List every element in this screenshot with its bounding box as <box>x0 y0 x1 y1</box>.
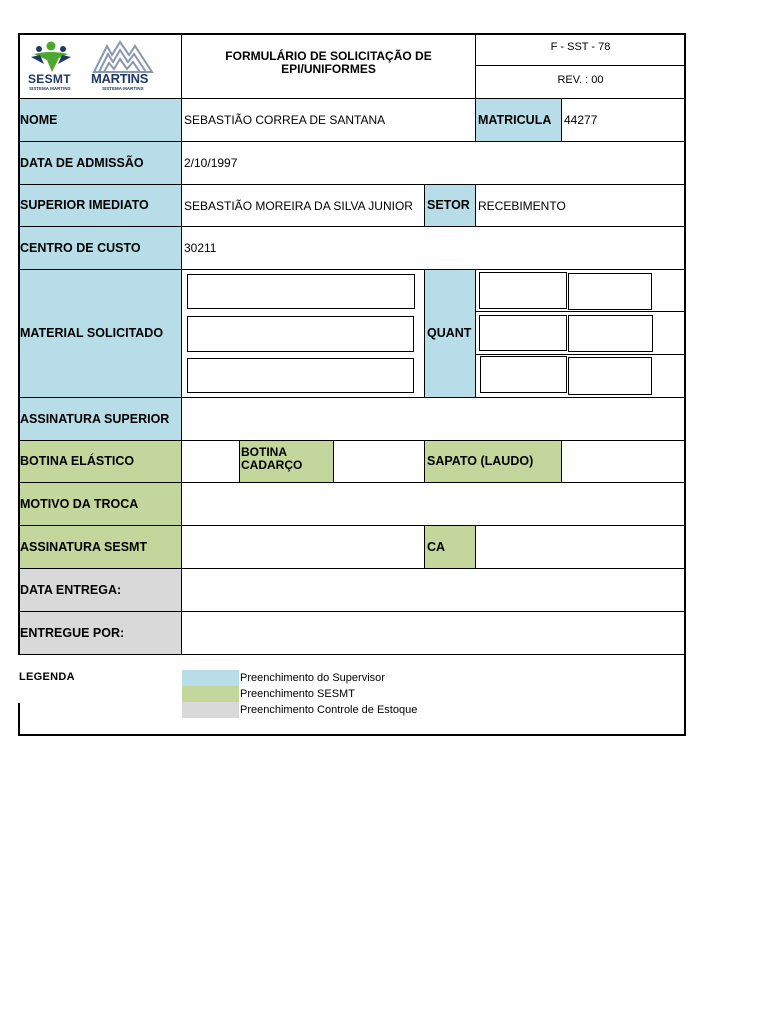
material-label: MATERIAL SOLICITADO <box>20 326 164 340</box>
form-title-line2: EPI/UNIFORMES <box>281 62 376 76</box>
sesmt-logo <box>26 38 76 94</box>
botina-elastico-label: BOTINA ELÁSTICO <box>20 454 135 468</box>
motivo-label: MOTIVO DA TROCA <box>20 496 139 511</box>
quant-field-3[interactable] <box>480 356 567 393</box>
ca-label: CA <box>427 539 446 554</box>
quant-extra-field-3[interactable] <box>568 357 652 395</box>
legend-swatch-sesmt <box>182 686 239 702</box>
legend-swatch-supervisor <box>182 670 239 686</box>
material-field-1[interactable] <box>187 274 415 309</box>
nome-value[interactable]: SEBASTIÃO CORREA DE SANTANA <box>184 113 386 127</box>
legend-item-estoque: Preenchimento Controle de Estoque <box>240 704 418 716</box>
matricula-value[interactable]: 44277 <box>564 113 598 127</box>
sesmt-logo-text: SESMT <box>28 72 71 86</box>
form-title <box>182 50 475 76</box>
assinatura-sesmt-field[interactable] <box>182 526 424 568</box>
matricula-label: MATRICULA <box>478 112 552 127</box>
quant-extra-field-2[interactable] <box>568 315 653 352</box>
quant-field-2[interactable] <box>479 315 567 351</box>
quant-label: QUANT <box>427 326 472 340</box>
botina-elastico-field[interactable] <box>182 441 239 482</box>
sapato-label: SAPATO (LAUDO) <box>427 454 534 468</box>
entregue-por-field[interactable] <box>182 612 684 654</box>
form-code: F - SST - 78 <box>550 41 611 53</box>
custo-label: CENTRO DE CUSTO <box>20 240 141 255</box>
legend-item-supervisor: Preenchimento do Supervisor <box>240 672 385 684</box>
superior-label: SUPERIOR IMEDIATO <box>20 198 149 212</box>
data-entrega-field[interactable] <box>182 569 684 611</box>
assinatura-superior-field[interactable] <box>182 398 684 440</box>
legend-swatch-estoque <box>182 702 239 718</box>
martins-logo-text: MARTINS <box>91 71 149 86</box>
martins-logo <box>90 40 156 94</box>
martins-logo-subtext: SISTEMA MARTINS <box>102 86 144 91</box>
material-field-2[interactable] <box>187 316 414 352</box>
setor-value[interactable]: RECEBIMENTO <box>478 198 566 213</box>
admissao-value[interactable]: 2/10/1997 <box>184 156 238 170</box>
nome-label: NOME <box>20 112 58 127</box>
botina-cadarco-label <box>240 446 333 472</box>
data-entrega-label: DATA ENTREGA: <box>20 582 122 597</box>
motivo-field[interactable] <box>182 483 684 525</box>
assinatura-sesmt-label: ASSINATURA SESMT <box>20 539 148 554</box>
setor-label: SETOR <box>427 198 470 212</box>
quant-extra-field-1[interactable] <box>568 273 652 310</box>
form-title-line1: FORMULÁRIO DE SOLICITAÇÃO DE <box>225 49 432 63</box>
sesmt-logo-subtext: SISTEMA MARTINS <box>29 86 71 91</box>
quant-field-1[interactable] <box>479 272 567 309</box>
legend-item-sesmt: Preenchimento SESMT <box>240 688 355 700</box>
assinatura-superior-label: ASSINATURA SUPERIOR <box>20 411 170 426</box>
form-revision: REV. : 00 <box>557 74 604 86</box>
material-field-3[interactable] <box>187 358 414 393</box>
botina-cadarco-label-line2: CADARÇO <box>241 458 303 472</box>
entregue-por-label: ENTREGUE POR: <box>20 625 125 640</box>
legend-title: LEGENDA <box>19 671 75 683</box>
superior-value[interactable]: SEBASTIÃO MOREIRA DA SILVA JUNIOR <box>184 198 413 213</box>
ca-field[interactable] <box>476 526 684 568</box>
botina-cadarco-label-line1: BOTINA <box>241 445 287 459</box>
sapato-field[interactable] <box>562 441 684 482</box>
admissao-label: DATA DE ADMISSÃO <box>20 155 144 170</box>
botina-cadarco-field[interactable] <box>334 441 424 482</box>
custo-value[interactable]: 30211 <box>184 241 217 255</box>
